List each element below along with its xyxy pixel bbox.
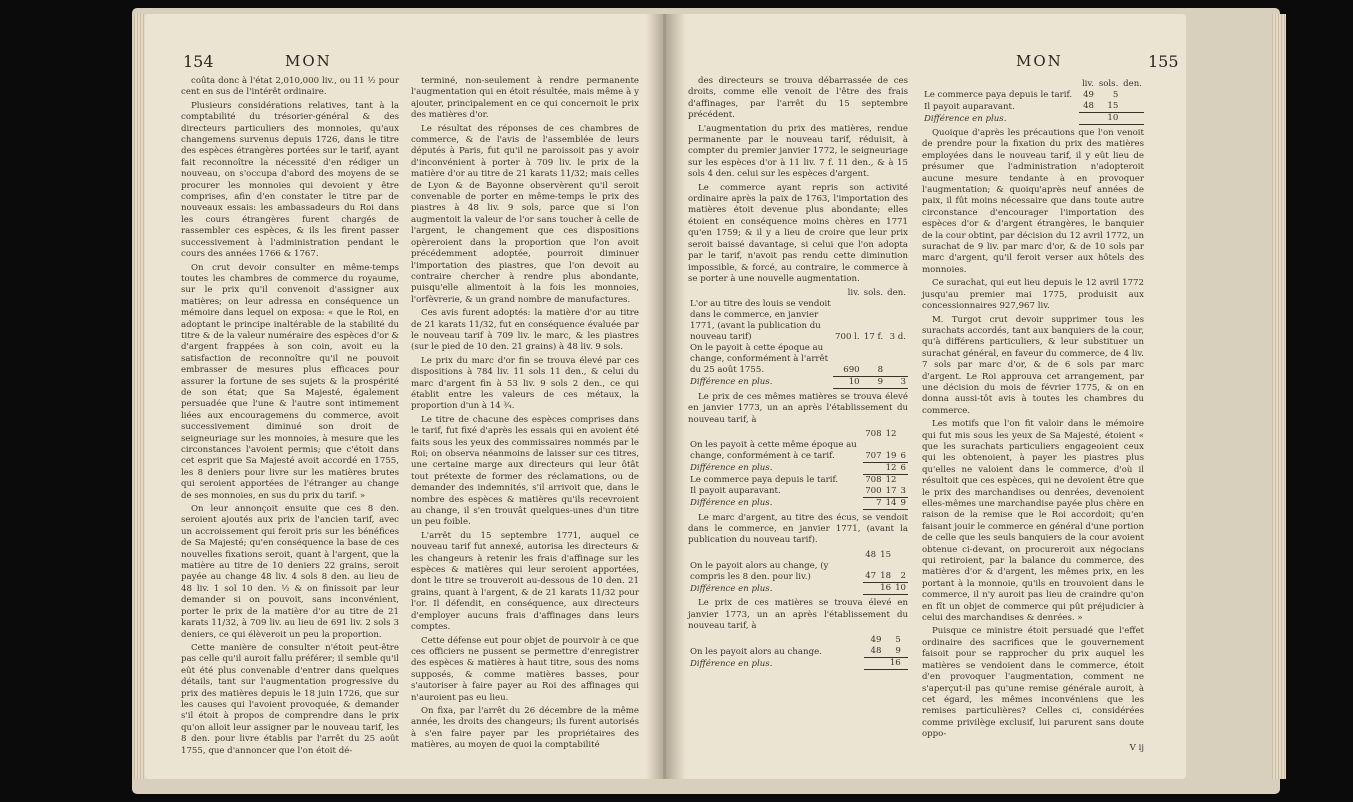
ledger-row <box>688 497 908 509</box>
ledger-liv: 690 <box>843 364 860 375</box>
ledger-label: Différence en plus. <box>690 377 773 388</box>
ledger-liv: 49 <box>1083 90 1095 100</box>
ledger-label <box>688 429 863 440</box>
page-number: 155 <box>1148 52 1179 71</box>
paragraph: des directeurs se trouva débarrassée de ces droits, comme elle venoit de l'être des frais d'affinages, par l'arrêt du 15 septembre précédent. <box>688 76 908 121</box>
paragraph: Le prix de ces mêmes matières se trouva élevé en janvier 1773, un an après l'établissement du nouveau tarif, à <box>688 391 908 425</box>
ledger-den <box>903 646 908 658</box>
ledger-table <box>922 79 1144 125</box>
ledger-row <box>688 376 908 388</box>
ledger-label: Il payoit auparavant. <box>924 101 1015 112</box>
ledger-row <box>688 658 908 670</box>
text-column-right <box>922 76 1144 754</box>
paragraph: coûta donc à l'état 2,010,000 liv., ou 11 ½ pour cent en sus de l'intérêt ordinaire. <box>181 76 399 98</box>
paragraph: terminé, non-seulement à rendre permanente l'augmentation qui en étoit résultée, mais même à y ajouter, principalement en ce qui concernoit le prix des matières d'or. <box>411 76 639 121</box>
ledger-liv: 48 <box>1083 101 1095 111</box>
ledger-label: L'or au titre des louis se vendoit dans le commerce, en janvier 1771, (avant la publication du nouveau tarif) <box>690 299 831 343</box>
paragraph: L'arrêt du 15 septembre 1771, auquel ce nouveau tarif fut annexé, autorisa les directeurs & les changeurs à retenir les frais d'affinage sur les espèces & matières qui leur seroient apportées, dont le titre se trouveroit au-dessous de 10 den. 21 grains, quant à l'argent, & de 21 karats 11/32 pour l'or. Il défendit, en conséquence, aux directeurs d'employer aucuns frais d'affinages dans leurs comptes. <box>411 530 639 633</box>
paragraph: Le commerce ayant repris son activité ordinaire après la paix de 1763, l'importation des matières étoit devenue plus abondante; elles étoient en conséquence moins chères en 1771 qu'en 1759; & il y a lieu de croire que leur prix seroit baissé davantage, si celui que l'on adopta par le tarif, n'avoit pas rendu cette diminution impossible, & forcé, au contraire, le commerce à se porter à une nouvelle augmentation. <box>688 182 908 284</box>
paragraph: On fixa, par l'arrêt du 26 décembre de la même année, les droits des changeurs; ils furent autorisés à s'en faire payer par les propriétaires des matières, au moyen de quoi la comptabilité <box>411 705 639 751</box>
paragraph: Quoique d'après les précautions que l'on venoit de prendre pour la fixation du prix des matières employées dans le nouveau tarif, il y eût lieu de présumer que l'administration n'adopteroit aucune mesure tendante à en provoquer l'augmentation; & quoiqu'après neuf années de paix, il fût moins nécessaire que dans toute autre circonstance d'encourager l'importation des espèces d'or & d'argent étrangères, le banquier de la cour obtint, par décision du 12 avril 1772, un surachat de 9 liv. par marc d'or, & de 10 sols par marc d'argent, qu'il feroit verser aux hôtels des monnoies. <box>922 128 1144 275</box>
ledger-label: Différence en plus. <box>690 583 773 594</box>
ledger-sols: 9 <box>862 376 885 388</box>
running-head: MON <box>285 52 332 70</box>
ledger-den: 3 <box>885 376 908 388</box>
ledger-liv: 10 <box>833 376 862 388</box>
paragraph: Le marc d'argent, au titre des écus, se vendoit dans le commerce, en janvier 1771, (avant la publication du nouveau tarif). <box>688 512 908 546</box>
ledger-liv: 700 l. <box>835 332 860 343</box>
ledger-row <box>688 343 908 376</box>
ledger-sols: 8 <box>877 364 884 375</box>
ledger-table <box>688 288 908 389</box>
ledger-row <box>688 462 908 474</box>
ledger-header: sols. <box>1098 79 1119 89</box>
signature-mark: V ij <box>1129 742 1144 753</box>
ledger-sols: 18 <box>880 571 892 582</box>
ledger-sols: 9 <box>895 646 901 657</box>
ledger-liv: 707 <box>865 450 882 461</box>
paragraph: Puisque ce ministre étoit persuadé que l'effet ordinaire des sacrifices que le gouvernement faisoit pour se rapprocher du prix auquel les matières se vendoient dans le commerce, étoit d'en provoquer l'augmentation, comment ne s'aperçut-il pas qu'une remise générale auroit, à cet égard, les mêmes inconvéniens que les remises particulières? Celles ci, considérées comme privilège exclusif, lui parurent sans doute oppo- <box>922 626 1144 740</box>
paragraph: Cette défense eut pour objet de pourvoir à ce que ces officiers ne pussent se permettre d'enregistrer des espèces & matières à haut titre, sous des noms supposés, & comme matières basses, pour s'autoriser à faire payer au Roi des affinages qui n'auroient pas eu lieu. <box>411 635 639 703</box>
paragraph: Plusieurs considérations relatives, tant à la comptabilité du trésorier-général & des directeurs particuliers des monnoies, qu'aux changemens survenus depuis 1726, dans le titre des espèces étrangères portées sur le tarif, ayant fait reconnoître la nécessité d'en rédiger un nouveau, on s'occupa d'abord des moyens de se procurer les monnoies qui devoient y être comprises, afin d'en constater le titre par de nouveaux essais: les ambassadeurs du Roi dans les cours étrangères furent chargés de rassembler ces espèces, & ils les firent passer successivement à l'administration pendant le cours des années 1766 & 1767. <box>181 100 399 260</box>
text-column-right <box>411 76 639 754</box>
ledger-row <box>688 646 908 658</box>
ledger-den <box>1120 101 1144 113</box>
ledger-header: den. <box>887 288 906 299</box>
ledger-row <box>688 550 908 561</box>
ledger-label: Différence en plus. <box>924 113 1007 124</box>
paragraph: Le résultat des réponses de ces chambres de commerce, & de l'avis de l'assemblée de leurs députés à Paris, fut qu'il ne paroissoit pas y avoir d'inconvénient à porter à 709 liv. le prix de la matière d'or au titre de 21 karats 11/32; mais celles de Lyon & de Bayonne observèrent qu'il seroit convenable de porter en même-temps le prix des piastres à 48 liv. 9 sols, parce que si l'on augmentoit la valeur de l'or sans toucher à celle de l'argent, le changement que ces dispositions opèreroient dans la proportion que l'on avoit précédemment adoptée, pourroit diminuer l'importation des piastres, que l'on devoit au contraire chercher à rendre plus abondante, puisqu'elle alimentoit à la fois les monnoies, l'orfèvrerie, & un grand nombre de manufactures. <box>411 123 639 305</box>
ledger-label <box>688 635 864 646</box>
ledger-label: On les payoit à cette même époque au change, conformément à ce tarif. <box>690 440 857 462</box>
ledger-header: liv. <box>847 288 860 299</box>
ledger-label: On les payoit alors au change. <box>690 646 822 657</box>
ledger-liv: 708 <box>865 429 882 440</box>
ledger-label: Il payoit auparavant. <box>690 486 781 497</box>
ledger-liv <box>864 658 883 670</box>
paragraph: Les motifs que l'on fit valoir dans le mémoire qui fut mis sous les yeux de Sa Majesté, étoient « que les surachats particuliers engageoient ceux qui les obtenoient, à payer les piastres plus qu'elles ne valoient dans le commerce, d'où il résultoit que ces espèces, qui ne devoient être que le prix des marchandises ou denrées, devenoient elles-mêmes une marchandise payée plus chère en raison de la remise que le Roi accordoit; qu'en faisant jouir le commerce en général d'une portion de celle que les seuls banquiers de la cour avoient obtenue ci-devant, on procureroit aux négocians qui retiroient, par la balance du commerce, des matières d'or & d'argent, les mêmes prix, en les portant à la monnoie, qu'ils en trouvoient dans le commerce, il n'y auroit pas lieu de craindre qu'on en fît un objet de commerce qui pût préjudicier à celui des marchandises & denrées. » <box>922 419 1144 624</box>
ledger-row <box>688 474 908 486</box>
ledger-sols: 10 <box>1096 113 1120 125</box>
ledger-label: Différence en plus. <box>690 498 773 509</box>
ledger-liv <box>1079 113 1096 125</box>
ledger-table <box>688 635 908 670</box>
ledger-liv: 48 <box>865 549 877 560</box>
page-edge-right <box>1272 14 1286 779</box>
ledger-row <box>688 299 908 343</box>
ledger-table <box>688 550 908 596</box>
ledger-sols: 16 <box>880 583 892 594</box>
paragraph: L'augmentation du prix des matières, rendue permanente par le nouveau tarif, réduisit, à compter du premier janvier 1772, le seigneuriage sur les espèces d'or à 11 liv. 7 f. 11 den., & à 15 sols 4 den. celui sur les espèces d'argent. <box>688 123 908 180</box>
ledger-label: Différence en plus. <box>690 463 773 474</box>
ledger-sols: 12 <box>885 429 897 440</box>
ledger-sols: 15 <box>1107 101 1119 111</box>
ledger-row <box>688 583 908 595</box>
paragraph: Ces avis furent adoptés: la matière d'or au titre de 21 karats 11/32, fut en conséquence évaluée par le nouveau tarif à 709 liv. le marc, & les piastres (sur le pied de 10 den. 21 grains) à 48 liv. 9 sols. <box>411 308 639 353</box>
ledger-row <box>688 635 908 646</box>
ledger-liv: 49 <box>870 635 882 646</box>
ledger-den <box>1120 113 1144 125</box>
ledger-row <box>688 486 908 498</box>
ledger-liv <box>863 462 883 474</box>
ledger-liv <box>863 583 878 595</box>
ledger-liv: 47 <box>865 571 877 582</box>
ledger-sols: 12 <box>885 474 897 485</box>
ledger-den <box>1120 90 1144 101</box>
ledger-row <box>922 113 1144 125</box>
ledger-sols: 14 <box>885 497 897 508</box>
ledger-den <box>903 635 908 646</box>
paragraph: Le titre de chacune des espèces comprises dans le tarif, fut fixé d'après les essais qui en avoient été faits sous les yeux des commissaires nommés par le Roi; on observa néanmoins de laisser sur ces titres, une certaine marge aux directeurs qui leur ôtât tout prétexte de former des réclamations, ou de demander des indemnités, s'il arrivoit que, dans le nombre des espèces & matières qu'ils recevroient au change, il s'en trouvât quelques-unes d'un titre un peu foible. <box>411 414 639 528</box>
ledger-label: Le commerce paya depuis le tarif. <box>924 90 1073 100</box>
ledger-label <box>688 550 863 561</box>
ledger-header: den. <box>1123 79 1142 89</box>
ledger-den: 6 <box>900 462 906 473</box>
text-column-left <box>688 76 908 673</box>
ledger-header: sols. <box>863 288 884 299</box>
ledger-sols: 17 <box>885 485 897 496</box>
page-number: 154 <box>183 52 214 71</box>
running-head: MON <box>1016 52 1063 70</box>
ledger-den: 9 <box>900 497 906 508</box>
ledger-sols: 12 <box>885 462 897 473</box>
ledger-den <box>885 343 908 376</box>
ledger-label: On le payoit à cette époque au change, conformément à l'arrêt du 25 août 1755. <box>690 343 829 376</box>
ledger-sols: 17 f. <box>863 332 884 343</box>
ledger-den: 10 <box>895 583 906 594</box>
left-page <box>145 14 663 779</box>
paragraph: On crut devoir consulter en même-temps toutes les chambres de commerce du royaume, sur le prix qu'il convenoit d'assigner aux matières; on leur adressa en conséquence un mémoire dans lequel on exposa: « que le Roi, en adoptant le principe inaltérable de la stabilité du titre & de la valeur numéraire des espèces d'or & d'argent frappées à son coin, avoit eu la satisfaction de reconnoître qu'il ne pouvoit embrasser de mesures plus efficaces pour assurer la fortune de ses sujets & la prospérité de son état; que Sa Majesté, également persuadée que l'une & l'autre sont intimement liées aux encouragemens du commerce, avoit successivement diminué son droit de seigneuriage sur les monnoies, à mesure que les circonstances l'avoient permis; que c'étoit dans cet esprit que Sa Majesté avoit accordé en 1755, les 8 deniers pour livre sur les matières brutes qui seroient apportées de l'étranger au change de ses monnoies, en sus du prix du tarif. » <box>181 262 399 501</box>
paragraph: M. Turgot crut devoir supprimer tous les surachats accordés, tant aux banquiers de la cour, qu'à différens particuliers, & leur substituer un surachat général, en faveur du commerce, de 4 liv. 7 sols par marc d'or, & de 6 sols par marc d'argent. Le Roi approuva cet arrangement, par une décision du mois de février 1775, & on en donna aussi-tôt avis à toutes les chambres du commerce. <box>922 314 1144 416</box>
ledger-den <box>899 474 908 486</box>
ledger-den: 6 <box>900 450 906 461</box>
paragraph: Cette manière de consulter n'étoit peut-être pas celle qu'il auroit fallu préférer; il semble qu'il eût été plus convenable d'entrer dans quelques détails, tant sur l'augmentation progressive du prix des matières depuis le 18 juin 1726, que sur les causes qui l'avoient provoquée, & demander s'il étoit à propos de comprendre dans le prix qu'on alloit leur assigner par le nouveau tarif, les 8 den. pour livre établis par l'arrêt du 25 août 1755, que d'annoncer que l'on étoit dé- <box>181 642 399 756</box>
ledger-header: liv. <box>1081 79 1095 89</box>
ledger-row <box>688 561 908 583</box>
ledger-row <box>922 90 1144 101</box>
ledger-row <box>688 440 908 462</box>
ledger-liv: 700 <box>865 485 882 496</box>
ledger-label: Le commerce paya depuis le tarif. <box>690 474 839 485</box>
paragraph: On leur annonçoit ensuite que ces 8 den. seroient ajoutés aux prix de l'ancien tarif, avec un accroissement qui feroit pris sur les bénéfices de Sa Majesté; qu'en conséquence la base de ces nouvelles fixations seroit, quant à l'argent, que la matière au titre de 10 deniers 22 grains, seroit payée au change 48 liv. 4 sols 8 den. au lieu de 48 liv. 1 sol 10 den. ½ & on finissoit par leur demander si on pouvoit, sans inconvénient, porter le prix de la matière d'or au titre de 21 karats 11/32, à 709 liv. au lieu de 691 liv. 2 sols 3 deniers, ce qui élèveroit un peu la proportion. <box>181 504 399 640</box>
ledger-row <box>688 429 908 440</box>
ledger-liv: 7 <box>863 497 883 509</box>
ledger-liv: 48 <box>870 646 882 657</box>
right-page <box>666 14 1186 779</box>
ledger-row <box>922 101 1144 113</box>
ledger-den: 3 <box>900 485 906 496</box>
paragraph: Le prix de ces matières se trouva élevé en janvier 1773, un an après l'établissement du nouveau tarif, à <box>688 598 908 632</box>
ledger-sols: 5 <box>895 635 901 646</box>
ledger-liv: 708 <box>865 474 882 485</box>
ledger-sols: 16 <box>883 658 902 670</box>
ledger-table <box>688 429 908 510</box>
ledger-label: Différence en plus. <box>690 658 773 669</box>
ledger-den <box>893 550 908 561</box>
ledger-label: On le payoit alors au change, (y compris les 8 den. pour liv.) <box>690 560 829 582</box>
paragraph: Le prix du marc d'or fin se trouva élevé par ces dispositions à 784 liv. 11 sols 11 den., & celui du marc d'argent fin à 53 liv. 9 sols 2 den., ce qui établit entre les valeurs de ces métaux, la proportion d'un à 14 ¾. <box>411 355 639 412</box>
ledger-sols: 5 <box>1112 90 1119 100</box>
paragraph: Ce surachat, qui eut lieu depuis le 12 avril 1772 jusqu'au premier mai 1775, produisit aux concessionnaires 927,967 liv. <box>922 278 1144 312</box>
ledger-den: 3 d. <box>889 332 906 343</box>
ledger-sols: 15 <box>880 549 892 560</box>
ledger-den <box>899 429 908 440</box>
ledger-den: 2 <box>900 571 906 582</box>
text-column-left <box>181 76 399 759</box>
ledger-den <box>903 658 908 670</box>
ledger-sols: 19 <box>885 450 897 461</box>
